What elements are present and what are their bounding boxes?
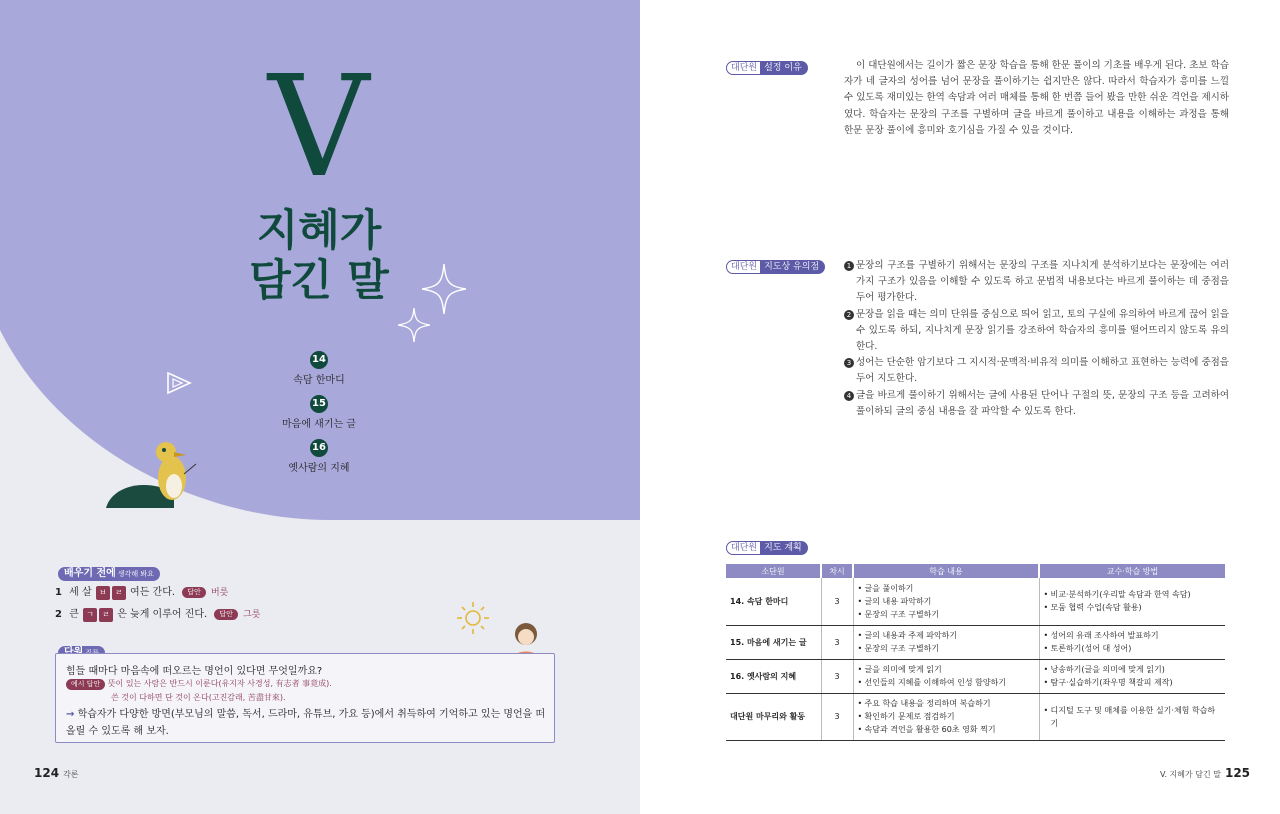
- lesson-title: 마음에 새기는 글: [282, 419, 356, 430]
- blank-box: ㅂ: [96, 586, 110, 600]
- lesson-number-badge: 16: [310, 439, 328, 457]
- unit-question-text: 힘들 때마다 마음속에 떠오르는 명언이 있다면 무엇일까요?: [66, 666, 323, 677]
- blank-box: ㄹ: [99, 608, 113, 622]
- plan-tag: 대단원 지도 계획: [726, 541, 808, 555]
- right-page: [640, 0, 1280, 814]
- table-header-row: [726, 564, 1225, 578]
- example-answer-line-1: 뜻이 있는 사람은 반드시 이룬다(유지자 사경성, 有志者 事竟成).: [107, 679, 332, 688]
- unit-title-line-1: 지혜가: [256, 206, 382, 256]
- answer-badge: 답안: [214, 609, 238, 620]
- lesson-title: 옛사람의 지혜: [288, 463, 350, 474]
- lesson-number-badge: 14: [310, 351, 328, 369]
- answer-badge: 답안: [182, 587, 206, 598]
- column-header: 학습 내용: [853, 564, 1039, 578]
- table-row: 14. 속담 한마디 3 • 글을 풀이하기 • 글의 내용 파악하기 • 문장의 구조 구별하기 • 비교·분석하기(우리말 속담과 한역 속담) • 모둠 협력 수업(속담 활용): [726, 578, 1225, 625]
- note-item: 3 성어는 단순한 암기보다 그 지시적·문맥적·비유적 의미를 이해하고 표현하는 능력에 중점을 두어 지도한다.: [844, 355, 1229, 387]
- unit-question-heading: [58, 640, 105, 654]
- answer-text: 버릇: [210, 588, 229, 598]
- blank-box: ㄹ: [112, 586, 126, 600]
- lesson-15[interactable]: [240, 391, 398, 430]
- notes-tag: 대단원 지도상 유의점: [726, 260, 825, 274]
- column-header: 교수·학습 방법: [1039, 564, 1225, 578]
- bird-illustration: [104, 434, 200, 508]
- page-number-left: 124 각론: [34, 766, 79, 780]
- note-item: 4 글을 바르게 풀이하기 위해서는 글에 사용된 단어나 구절의 뜻, 문장의 구조 등을 고려하여 풀이하되 글의 중심 내용을 잘 파악할 수 있도록 한다.: [844, 388, 1229, 420]
- triangle-icon: [165, 370, 193, 396]
- teaching-plan-table: [726, 564, 1225, 741]
- unit-numeral: V: [268, 46, 370, 209]
- example-answer-badge: 예시 답안: [66, 679, 105, 690]
- column-header: 소단원: [726, 564, 821, 578]
- pre-learning-item-1: 1 세 살 ㅂ ㄹ 여든 간다. 답안 버릇: [55, 587, 229, 598]
- lesson-number-badge: 15: [310, 395, 328, 413]
- unit-question-box: [55, 653, 555, 743]
- pre-learning-heading: [58, 561, 160, 579]
- blank-box: ㄱ: [83, 608, 97, 622]
- lesson-16[interactable]: [240, 435, 398, 474]
- lesson-title: 속담 한마디: [293, 375, 345, 386]
- unit-title: [224, 206, 414, 306]
- small-sparkle-icon: [398, 308, 430, 342]
- table-row: 15. 마음에 새기는 글 3 • 글의 내용과 주제 파악하기 • 문장의 구조 구별하기 • 성어의 유래 조사하여 발표하기 • 토론하기(성어 대 성어): [726, 625, 1225, 659]
- note-item: 1 문장의 구조를 구별하기 위해서는 문장의 구조를 지나치게 분석하기보다는 문장에는 여러 가지 구조가 있음을 이해할 수 있도록 하고 문법적 내용보다는 바르게 풀이하는 데 중점을 두어 평가한다.: [844, 258, 1229, 307]
- sun-icon: [456, 601, 490, 635]
- teaching-guide: → 학습자가 다양한 방면(부모님의 말씀, 독서, 드라마, 유튜브, 가요 등)에서 취득하여 기억하고 있는 명언을 떠올릴 수 있도록 해 보자.: [66, 709, 546, 737]
- example-answer-row: [66, 678, 332, 690]
- lesson-14[interactable]: [240, 347, 398, 386]
- page-number-right: V. 지혜가 담긴 말 125: [1160, 766, 1251, 780]
- table-row: 대단원 마무리와 활동 3 • 주요 학습 내용을 정리하며 복습하기 • 확인하기 문제로 점검하기 • 속담과 격언을 활용한 60초 영화 찍기 • 디지털 도구 및 매체를 이용한 실기·체험 학습하기: [726, 693, 1225, 740]
- pre-learning-label: 배우기 전에 생각해 봐요: [58, 567, 160, 581]
- reason-paragraph: 이 대단원에서는 길이가 짧은 문장 학습을 통해 한문 풀이의 기초를 배우게 된다. 초보 학습자가 네 글자의 성어를 넘어 문장을 풀이하기는 쉽지만은 않다. 따라서 학습자가 흥미를 느낄 수 있도록 재미있는 한역 속담과 여러 매체를 통해 한 번쯤 들어 봤을 만한 쉬운 격언을 제시하였다. 학습자는 문장의 구조를 구별하며 글을 바르게 풀이하고 내용을 이해하는 과정을 통해 한문 문장 풀이에 흥미와 호기심을 가질 수 있을 것이다.: [844, 60, 1229, 136]
- sparkle-icon: [422, 264, 466, 314]
- table-row: 16. 옛사람의 지혜 3 • 글을 의미에 맞게 읽기 • 선인들의 지혜를 이해하여 인성 함양하기 • 낭송하기(글을 의미에 맞게 읽기) • 탐구·실습하기(좌우명 책갈피 제작): [726, 659, 1225, 693]
- teaching-notes-list: [844, 258, 1229, 420]
- answer-text: 그릇: [243, 610, 261, 620]
- unit-title-line-2: 담긴 말: [249, 256, 389, 306]
- reason-tag: 대단원 설정 이유: [726, 61, 808, 75]
- note-item: 2 문장을 읽을 때는 의미 단위를 중심으로 띄어 읽고, 토의 구실에 유의하여 바르게 끊어 읽을 수 있도록 하되, 지나치게 문장 읽기를 강조하여 학습자의 흥미를 떨어뜨리지 않도록 유의한다.: [844, 307, 1229, 356]
- example-answer-line-2: 쓴 것이 다하면 단 것이 온다(고진감래, 苦盡甘來).: [111, 693, 286, 702]
- column-header: 차시: [821, 564, 853, 578]
- pre-learning-item-2: 2 큰 ㄱ ㄹ 은 늦게 이루어 진다. 답안 그릇: [55, 609, 261, 620]
- arrow-icon: →: [66, 709, 75, 720]
